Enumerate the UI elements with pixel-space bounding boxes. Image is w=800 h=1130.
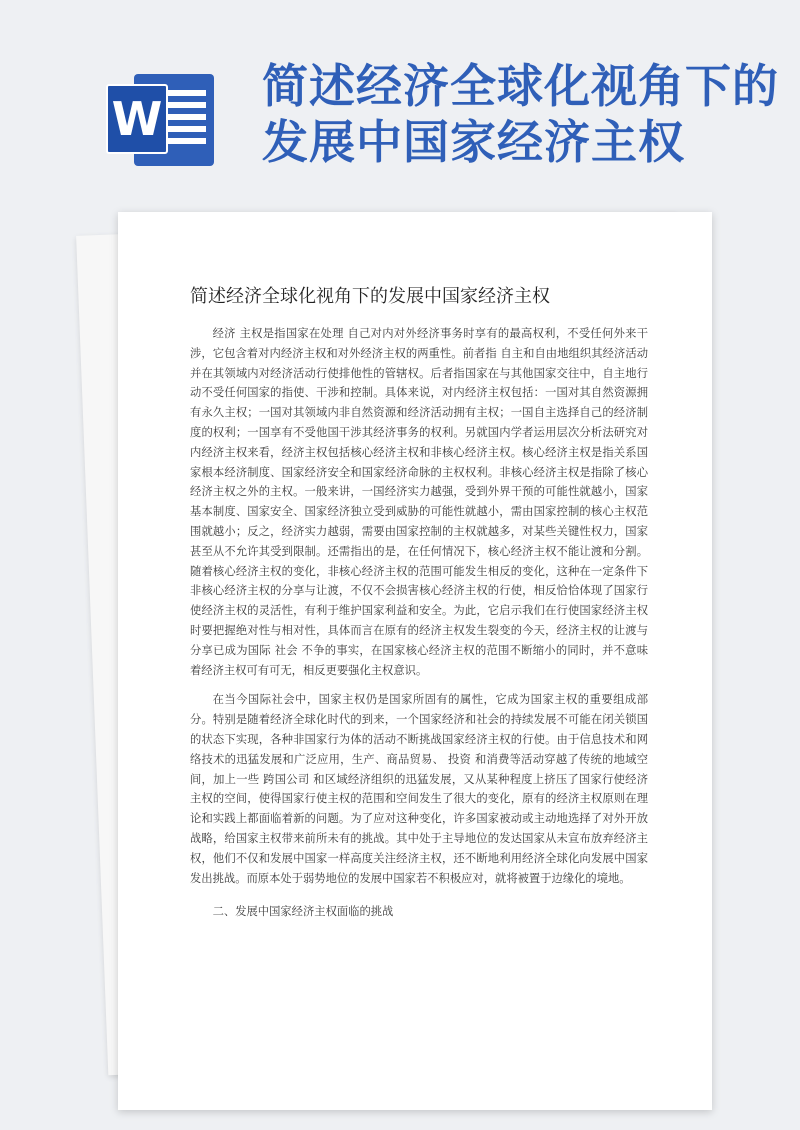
document-page [118, 212, 712, 1110]
word-document-icon [106, 70, 216, 170]
header-banner [0, 0, 800, 200]
word-icon-letter: W [106, 84, 168, 154]
document-body [190, 324, 648, 922]
document-title: 简述经济全球化视角下的发展中国家经济主权 [190, 286, 550, 307]
body-paragraph-1: 经济 主权是指国家在处理 自己对内对外经济事务时享有的最高权利，不受任何外来干涉，它包含着对内经济主权和对外经济主权的两重性。前者指 自主和自由地组织其经济活动并在其领域内对经济活动行使排他性的管辖权。后者指国家在与其他国家交往中，自主地行动不受任何国家的指使、干涉和控制。具体来说，对内经济主权包括：一国对其自然资源拥有永久主权；一国对其领域内非自然资源和经济活动拥有主权；一国自主选择自己的经济制度的权利；一国享有不受他国干涉其经济事务的权利。另就国内学者运用层次分析法研究对内经济主权来看，经济主权包括核心经济主权和非核心经济主权。核心经济主权是指关系国家根本经济制度、国家经济安全和国家经济命脉的主权权利。非核心经济主权是指除了核心经济主权之外的主权。一般来讲，一国经济实力越强，受到外界干预的可能性就越小，国家基本制度、国家安全、国家经济独立受到威胁的可能性就越小，需由国家控制的核心主权范围就越小；反之，经济实力越弱，需要由国家控制的主权就越多，对某些关键性权力，国家甚至从不允许其受到限制。还需指出的是，在任何情况下，核心经济主权不能让渡和分割。随着核心经济主权的变化，非核心经济主权的范围可能发生相反的变化，这种在一定条件下非核心经济主权的分享与让渡，不仅不会损害核心经济主权的行使，相反恰恰体现了国家行使经济主权的灵活性，有利于维护国家利益和安全。为此，它启示我们在行使国家经济主权时要把握绝对性与相对性，具体而言在原有的经济主权发生裂变的今天，经济主权的让渡与分享已成为国际 社会 不争的事实，在国家核心经济主权的范围不断缩小的同时，并不意味着经济主权可有可无，相反更要强化主权意识。 [190, 327, 648, 677]
section-heading: 二、发展中国家经济主权面临的挑战 [212, 905, 394, 919]
body-paragraph-2: 在当今国际社会中，国家主权仍是国家所固有的属性，它成为国家主权的重要组成部分。特别是随着经济全球化时代的到来，一个国家经济和社会的持续发展不可能在闭关锁国的状态下实现，各种非国家行为体的活动不断挑战国家经济主权的行使。由于信息技术和网络技术的迅猛发展和广泛应用，生产、商品贸易、 投资 和消费等活动穿越了传统的地域空间，加上一些 跨国公司 和区域经济组织的迅猛发展，又从某种程度上挤压了国家行使经济主权的空间，使得国家行使主权的范围和空间发生了很大的变化，原有的经济主权原则在理论和实践上都面临着新的问题。为了应对这种变化，许多国家被动或主动地选择了对外开放战略，给国家主权带来前所未有的挑战。其中处于主导地位的发达国家从未宣布放弃经济主权，他们不仅和发展中国家一样高度关注经济主权，还不断地利用经济全球化向发展中国家发出挑战。而原本处于弱势地位的发展中国家若不积极应对，就将被置于边缘化的境地。 [190, 693, 648, 885]
banner-title: 简述经济全球化视角下的发展中国家经济主权 [262, 59, 779, 169]
